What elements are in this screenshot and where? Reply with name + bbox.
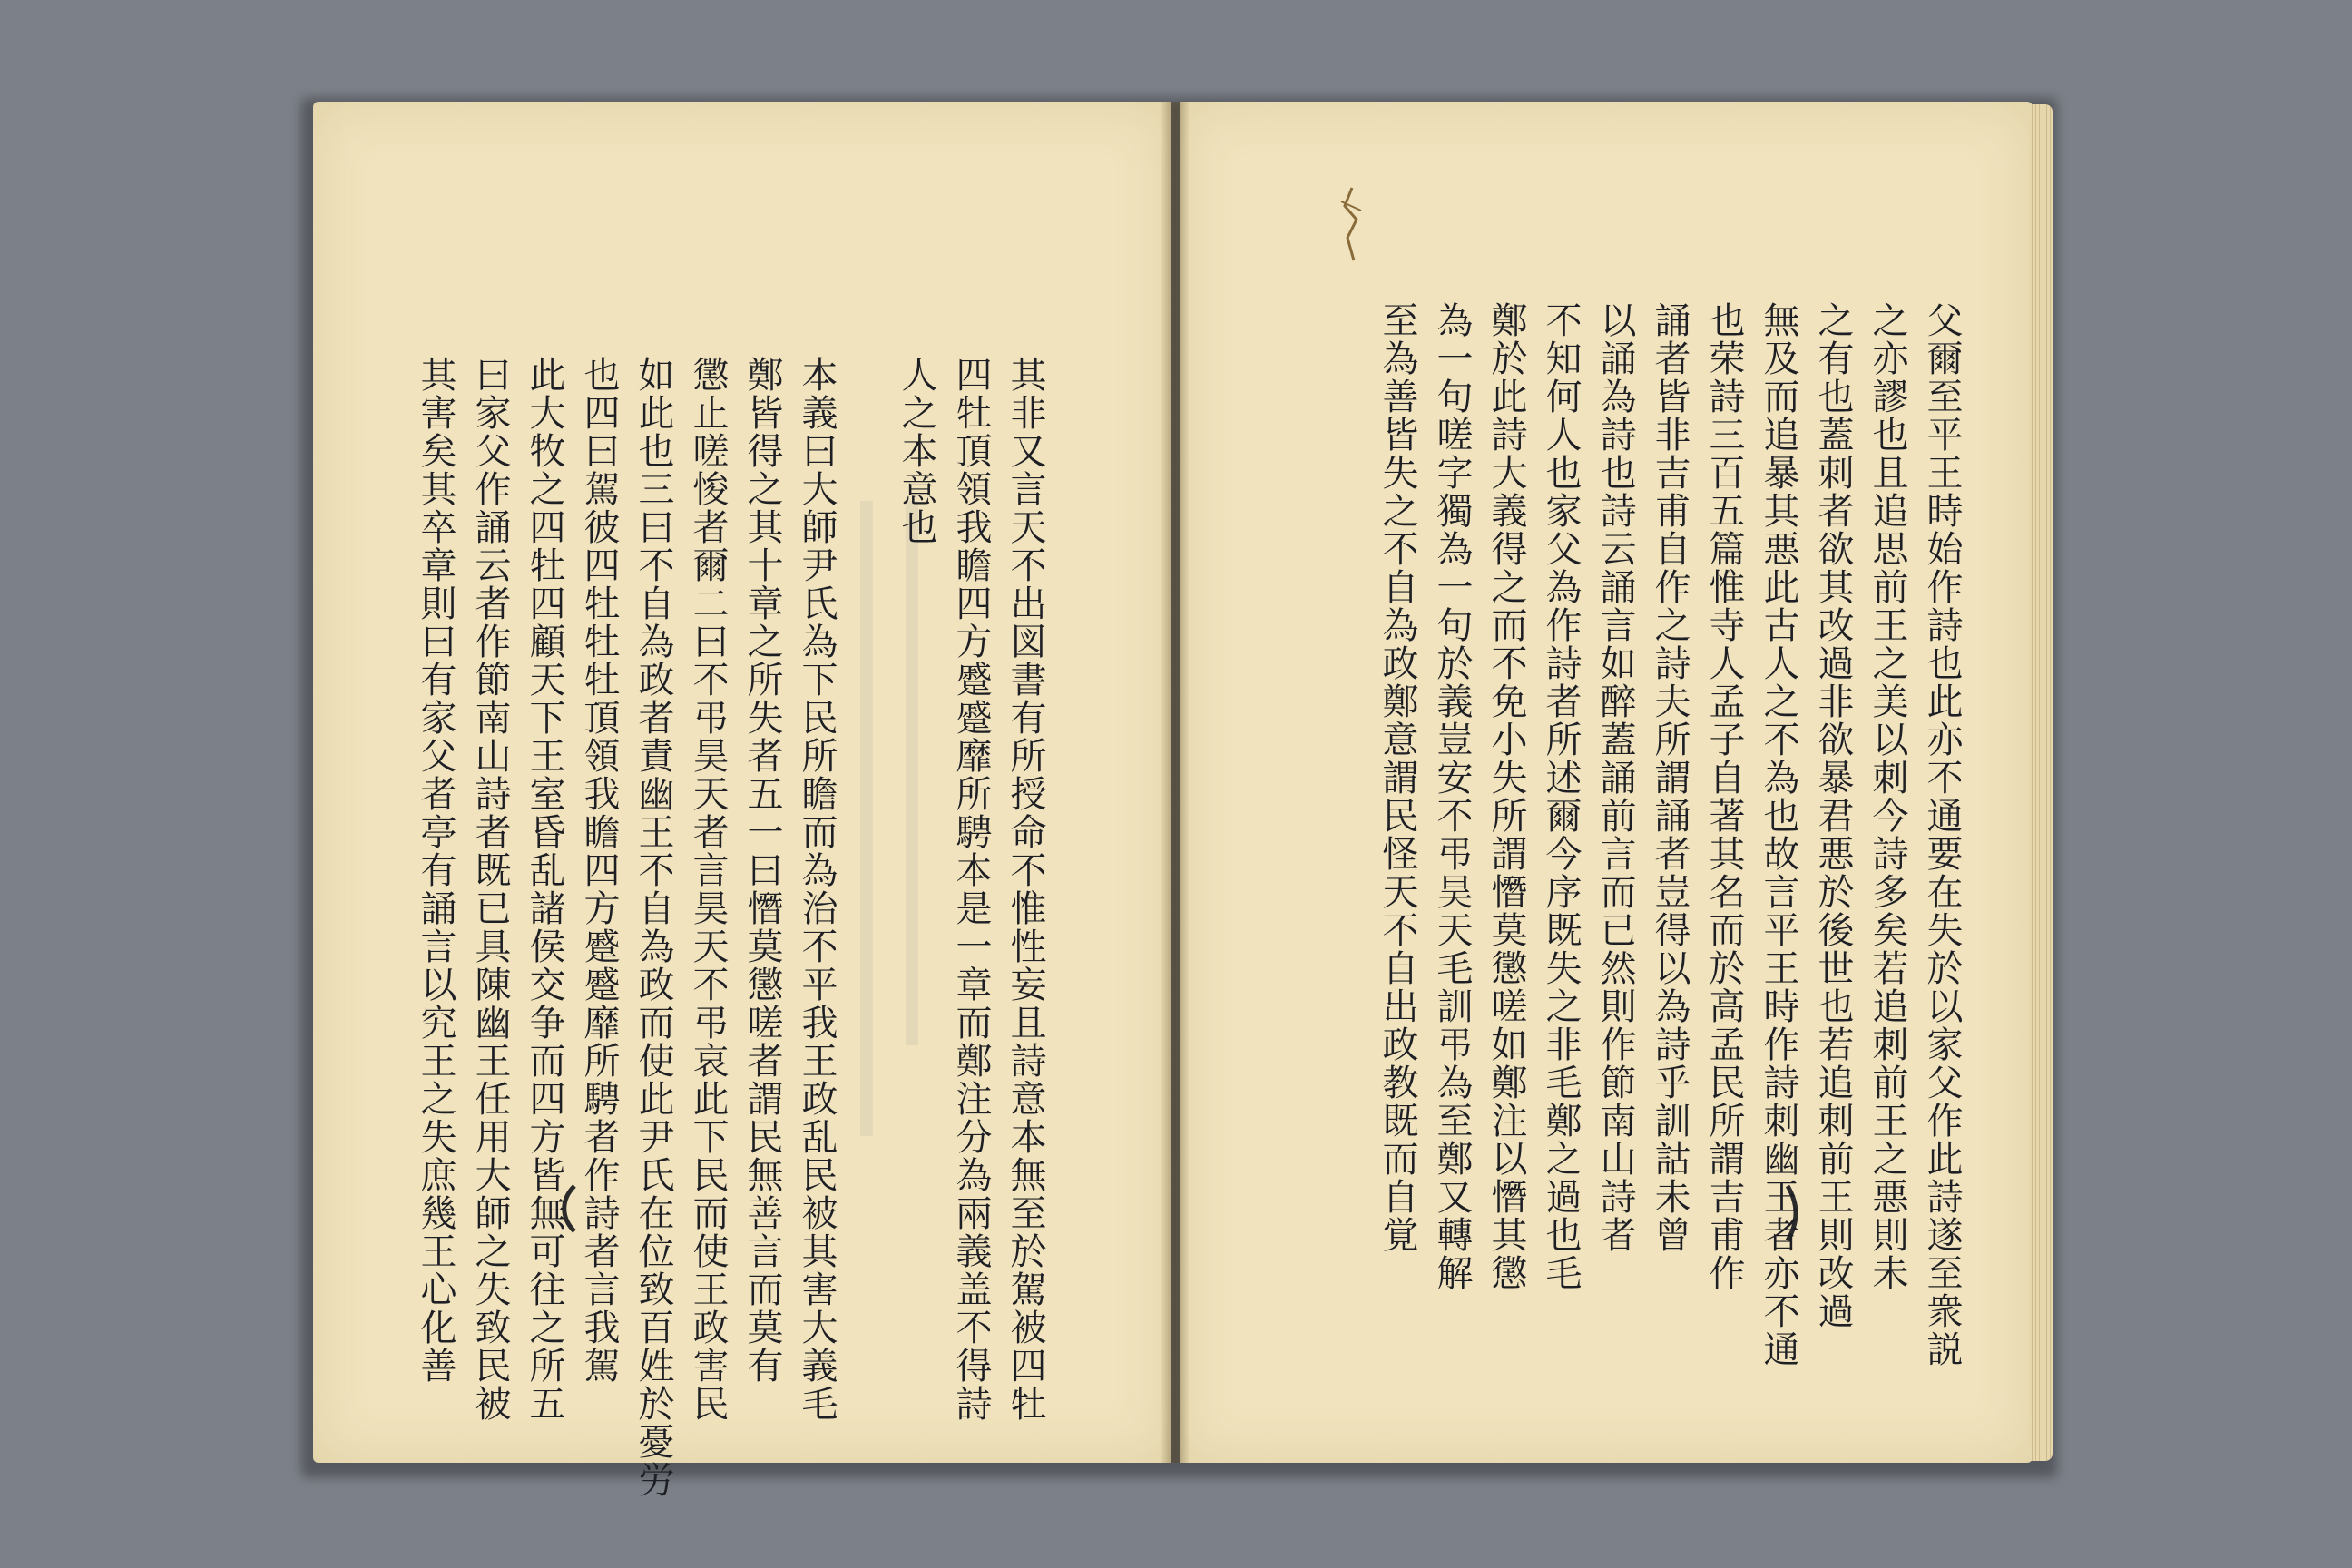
page-edges [2029, 104, 2053, 1461]
bleed-mark [898, 501, 926, 1045]
book-gutter [1161, 102, 1189, 1463]
text-column-2: 四牡頂領我瞻四方蹙蹙靡所騁本是一章而鄭注分為兩義盖不得詩 [950, 356, 992, 1423]
right-page [1180, 102, 2033, 1463]
text-column-1: 父爾至平王時始作詩也此亦不通要在失於以家父作此詩遂至衆説 [1921, 301, 1963, 1368]
text-column-7: 如此也三曰不自為政者責幽王不自為政而使此尹氏在位致百姓於憂労 [632, 356, 674, 1499]
bleed-through [848, 501, 885, 1136]
text-column-4: 本義曰大師尹氏為下民所瞻而為治不平我王政乱民被其害大義毛 [796, 356, 838, 1423]
text-column-3: 之有也蓋刺者欲其改過非欲暴君悪於後世也若追刺前王則改過 [1812, 301, 1854, 1330]
text-column-4: 無及而追暴其悪此古人之不為也故言平王時作詩刺幽王者亦不通 [1758, 301, 1799, 1368]
text-column-3: 人之本意也 [896, 356, 937, 546]
text-column-11: 至為善皆失之不自為政鄭意謂民怪天不自出政教既而自覚 [1377, 301, 1418, 1254]
text-column-1: 其非又言天不出図書有所授命不惟性妄且詩意本無至於駕被四牡 [1004, 356, 1046, 1423]
paper-damage-mark [1325, 183, 1379, 265]
bleed-through [894, 501, 930, 1045]
text-column-9: 此大牧之四牡四顧天下王室昏乱諸侯交争而四方皆無可往之所五 [524, 356, 565, 1423]
text-column-6: 懲止嗟悛者爾二曰不弔昊天者言昊天不弔哀此下民而使王政害民 [687, 356, 729, 1423]
bleed-mark [853, 501, 880, 1136]
text-column-11: 其害矣其卒章則曰有家父者亭有誦言以究王之失庶幾王心化善 [415, 356, 456, 1385]
text-column-10: 曰家父作誦云者作節南山詩者既已具陳幽王任用大師之失致民被 [469, 356, 511, 1423]
text-column-9: 鄭於此詩大義得之而不免小失所謂憯莫懲嗟如鄭注以憯其懲 [1485, 301, 1527, 1292]
text-column-8: 不知何人也家父為作詩者所述爾今序既失之非毛鄭之過也毛 [1540, 301, 1582, 1292]
text-column-5: 鄭皆得之其十章之所失者五一曰憯莫懲嗟者謂民無善言而莫有 [741, 356, 783, 1385]
left-page [313, 102, 1171, 1499]
text-column-8: 也四曰駕彼四牡牡牡頂領我瞻四方蹙蹙靡所騁者作詩者言我駕 [578, 356, 620, 1385]
text-column-2: 之亦謬也且追思前王之美以刺今詩多矣若追刺前王之悪則未 [1867, 301, 1908, 1292]
text-column-7: 以誦為詩也詩云誦言如醉蓋誦前言而已然則作節南山詩者 [1594, 301, 1636, 1254]
text-column-5: 也荣詩三百五篇惟寺人孟子自著其名而於高孟民所謂吉甫作 [1703, 301, 1745, 1292]
text-column-10: 為一句嗟字獨為一句於義豈安不弔昊天毛訓弔為至鄭又轉解 [1431, 301, 1473, 1292]
text-column-6: 誦者皆非吉甫自作之詩夫所謂誦者豈得以為詩乎訓詁未曾 [1649, 301, 1690, 1254]
